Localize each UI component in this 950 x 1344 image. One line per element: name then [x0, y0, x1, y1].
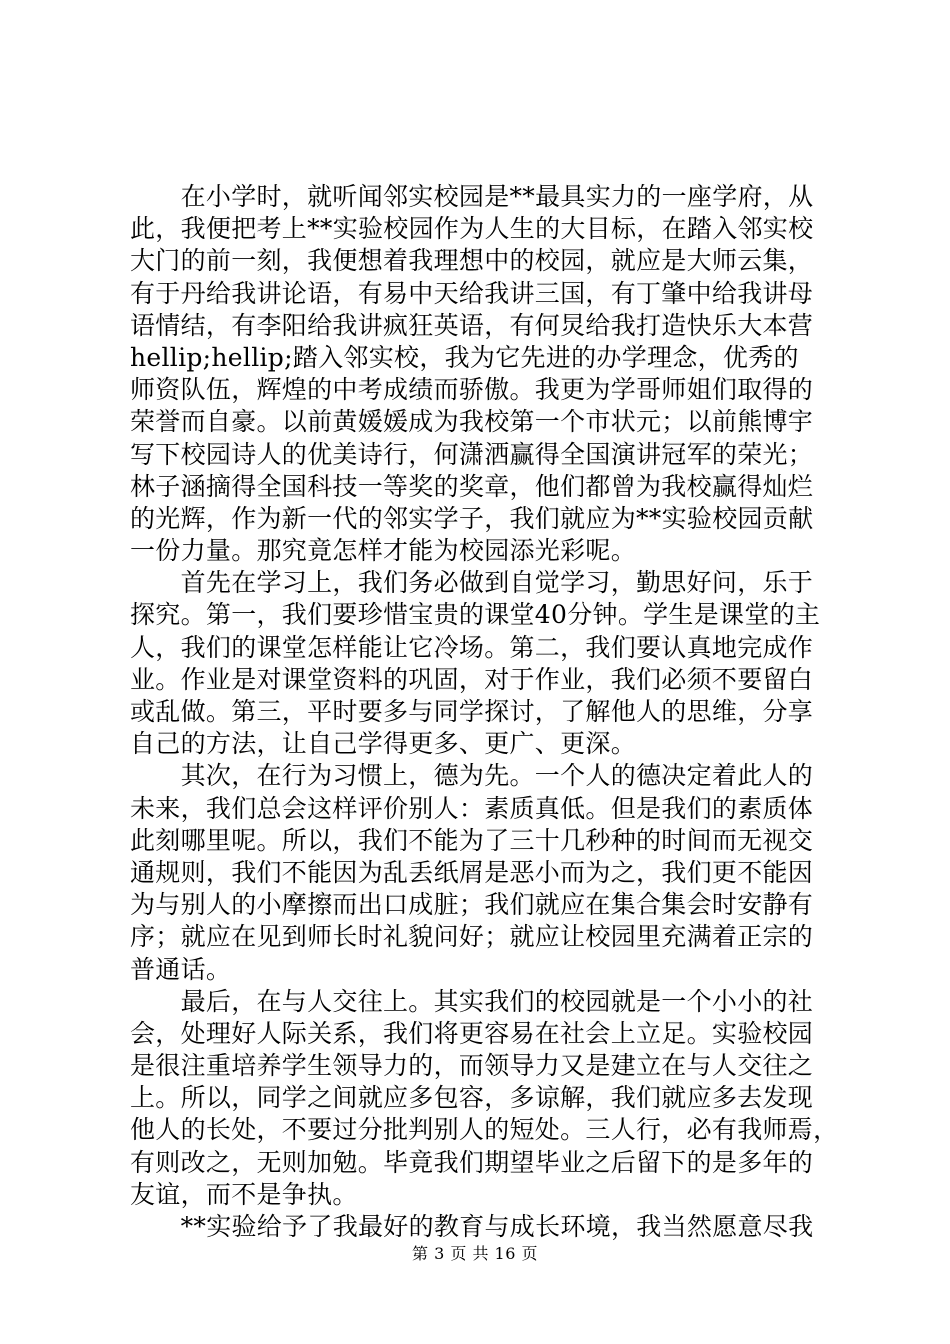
text-line: 此，我便把考上**实验校园作为人生的大目标，在踏入邻实校	[130, 214, 814, 244]
text-line: 普通话。	[130, 954, 232, 984]
text-line: 未来，我们总会这样评价别人：素质真低。但是我们的素质体	[130, 793, 814, 823]
text-line: 大门的前一刻，我便想着我理想中的校园，就应是大师云集，	[130, 246, 814, 276]
text-line: 首先在学习上，我们务必做到自觉学习，勤思好问，乐于	[130, 568, 814, 598]
text-line: 最后，在与人交往上。其实我们的校园就是一个小小的社	[130, 986, 814, 1016]
text-line: 或乱做。第三，平时要多与同学探讨，了解他人的思维，分享	[130, 697, 814, 726]
text-line: 为与别人的小摩擦而出口成脏；我们就应在集合集会时安静有	[130, 890, 814, 920]
text-line: 一份力量。那究竟怎样才能为校园添光彩呢。	[130, 536, 637, 566]
text-line: 荣誉而自豪。以前黄媛媛成为我校第一个市状元；以前熊博宇	[130, 407, 814, 437]
text-line: 此刻哪里呢。所以，我们不能为了三十几秒种的时间而无视交	[130, 825, 814, 855]
text-line: 会，处理好人际关系，我们将更容易在社会上立足。实验校园	[130, 1018, 814, 1048]
text-line: 序；就应在见到师长时礼貌问好；就应让校园里充满着正宗的	[130, 922, 814, 952]
text-line: 林子涵摘得全国科技一等奖的奖章，他们都曾为我校赢得灿烂	[130, 471, 814, 501]
text-line: 业。作业是对课堂资料的巩固，对于作业，我们必须不要留白	[130, 664, 814, 694]
text-line: 语情结，有李阳给我讲疯狂英语，有何炅给我打造快乐大本营	[130, 310, 814, 340]
text-line: 的光辉，作为新一代的邻实学子，我们就应为**实验校园贡献	[130, 503, 814, 533]
body-text	[130, 181, 839, 1243]
text-line: 人，我们的课堂怎样能让它冷场。第二，我们要认真地完成作	[130, 632, 814, 662]
text-line: 是很注重培养学生领导力的，而领导力又是建立在与人交往之	[130, 1051, 814, 1081]
text-line: 师资队伍，辉煌的中考成绩而骄傲。我更为学哥师姐们取得的	[130, 375, 814, 405]
text-line: 其次，在行为习惯上，德为先。一个人的德决定着此人的	[130, 761, 814, 791]
text-line: 写下校园诗人的优美诗行，何潇洒赢得全国演讲冠军的荣光；	[130, 439, 814, 469]
text-line: 通规则，我们不能因为乱丢纸屑是恶小而为之，我们更不能因	[130, 857, 814, 887]
text-line: 有则改之，无则加勉。毕竟我们期望毕业之后留下的是多年的	[130, 1147, 814, 1177]
text-line: 探究。第一，我们要珍惜宝贵的课堂40分钟。学生是课堂的主	[130, 600, 821, 630]
text-line: 有于丹给我讲论语，有易中天给我讲三国，有丁肇中给我讲母	[130, 278, 814, 308]
text-line: hellip;hellip;踏入邻实校，我为它先进的办学理念，优秀的	[130, 342, 799, 372]
text-line: 自己的方法，让自己学得更多、更广、更深。	[130, 729, 637, 759]
text-line: 在小学时，就听闻邻实校园是**最具实力的一座学府，从	[130, 182, 814, 211]
text-line: **实验给予了我最好的教育与成长环境，我当然愿意尽我	[130, 1212, 814, 1241]
page-footer: 第 3 页 共 16 页	[412, 1244, 538, 1263]
text-line: 友谊，而不是争执。	[130, 1179, 358, 1209]
text-line: 上。所以，同学之间就应多包容，多谅解，我们就应多去发现	[130, 1083, 814, 1113]
text-line: 他人的长处，不要过分批判别人的短处。三人行，必有我师焉，	[130, 1115, 839, 1145]
